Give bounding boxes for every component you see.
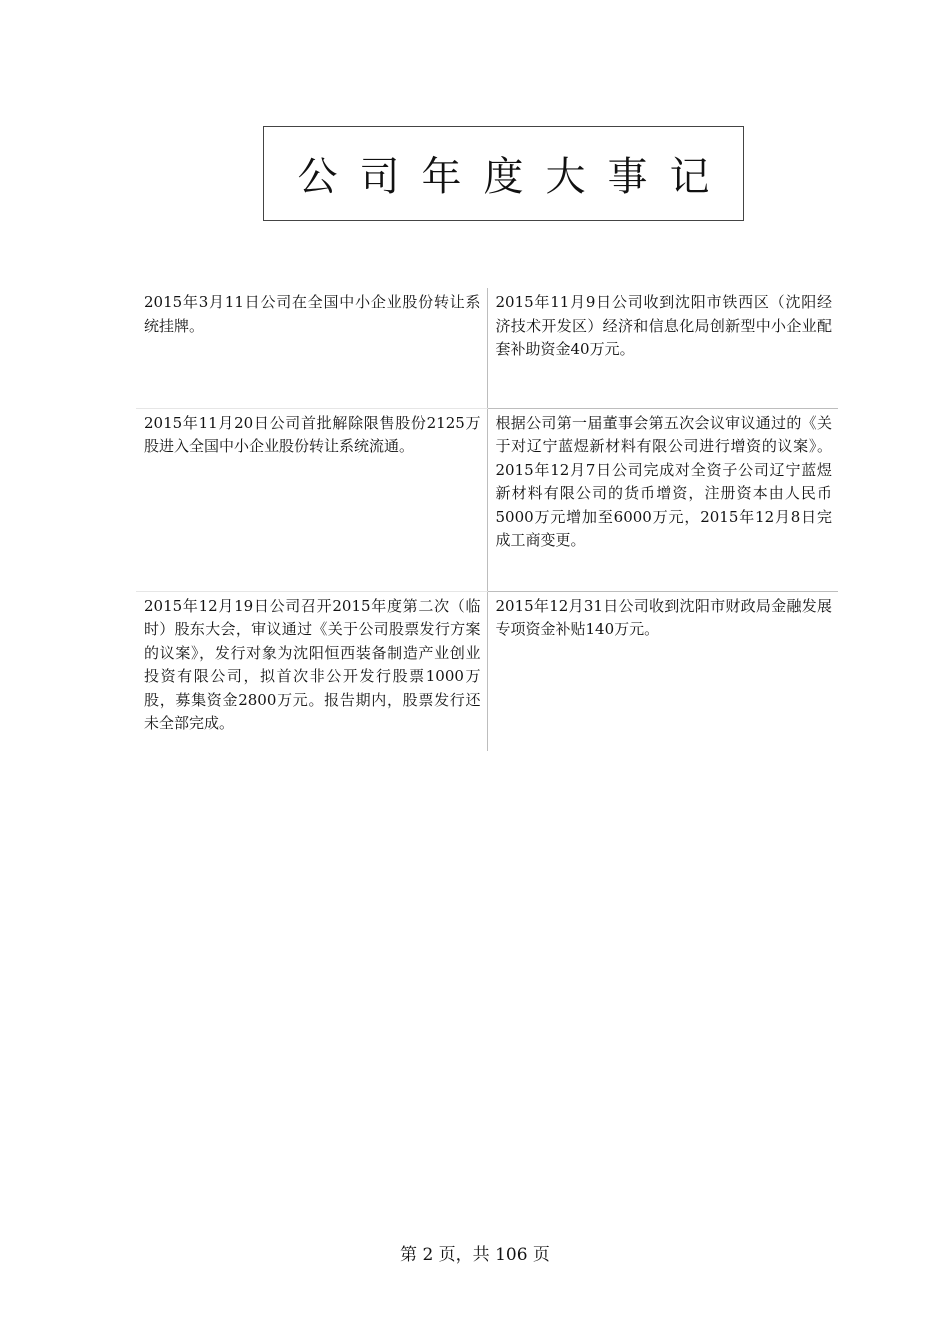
event-cell: 2015年11月20日公司首批解除限售股份2125万股进入全国中小企业股份转让系统流通。 [136, 408, 487, 591]
page-number: 第 2 页，共 106 页 [400, 1245, 550, 1265]
table-row [136, 408, 838, 591]
event-cell: 根据公司第一届董事会第五次会议审议通过的《关于对辽宁蓝煜新材料有限公司进行增资的议案》。2015年12月7日公司完成对全资子公司辽宁蓝煜新材料有限公司的货币增资，注册资本由人民币5000万元增加至6000万元，2015年12月8日完成工商变更。 [487, 408, 838, 591]
title-box [263, 126, 744, 221]
event-cell: 2015年11月9日公司收到沈阳市铁西区（沈阳经济技术开发区）经济和信息化局创新型中小企业配套补助资金40万元。 [487, 288, 838, 408]
events-table [136, 288, 838, 751]
table-row [136, 591, 838, 751]
event-cell: 2015年3月11日公司在全国中小企业股份转让系统挂牌。 [136, 288, 487, 408]
table-row [136, 288, 838, 408]
event-cell: 2015年12月31日公司收到沈阳市财政局金融发展专项资金补贴140万元。 [495, 596, 832, 638]
event-cell: 2015年12月19日公司召开2015年度第二次（临时）股东大会，审议通过《关于公司股票发行方案的议案》，发行对象为沈阳恒西装备制造产业创业投资有限公司，拟首次非公开发行股票1000万股，募集资金2800万元。报告期内，股票发行还未全部完成。 [136, 591, 487, 751]
page-title: 公司年度大事记 [297, 154, 732, 200]
